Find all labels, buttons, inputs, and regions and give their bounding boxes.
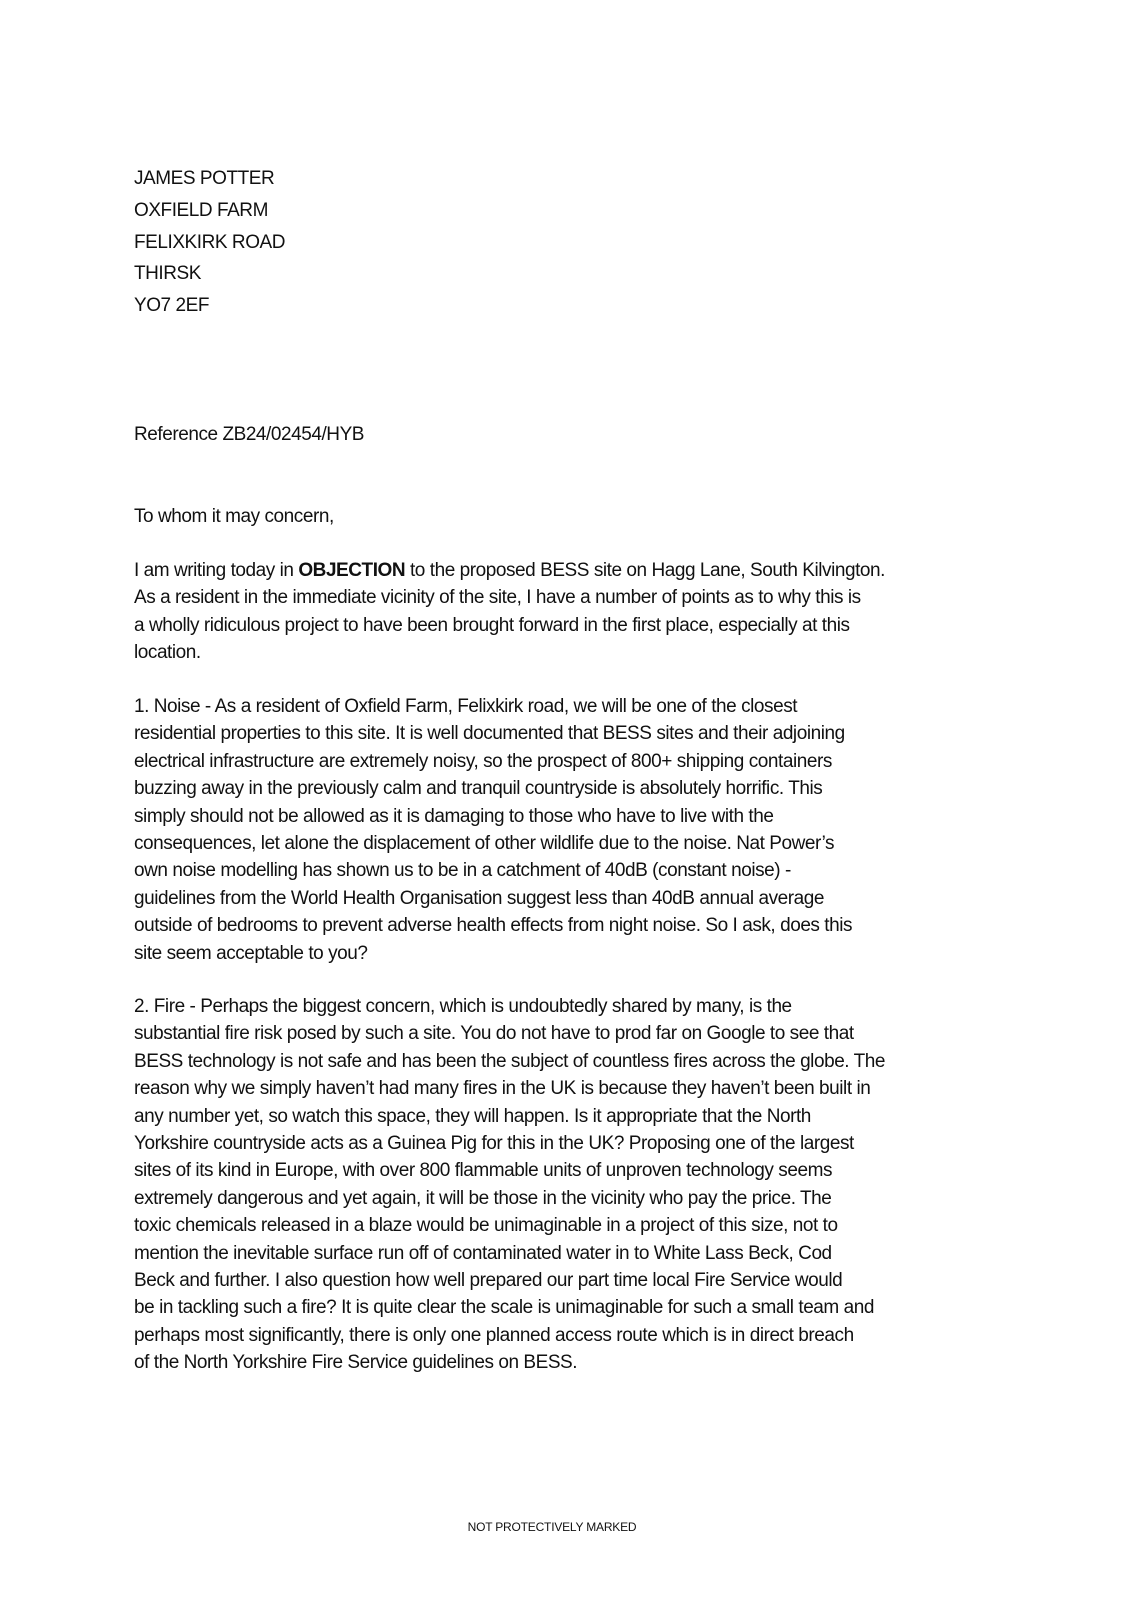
noise-paragraph [134, 693, 852, 967]
noise-line: consequences, let alone the displacement of other wildlife due to the noise. Nat Power’s [134, 832, 835, 854]
salutation: To whom it may concern, [134, 506, 334, 527]
fire-line: BESS technology is not safe and has been the subject of countless fires across the globe. The [134, 1050, 886, 1072]
noise-line: outside of bedrooms to prevent adverse health effects from night noise. So I ask, does this [134, 915, 853, 937]
fire-line: toxic chemicals released in a blaze would be unimaginable in a project of this size, not to [134, 1215, 838, 1237]
intro-paragraph [134, 557, 885, 667]
noise-line: guidelines from the World Health Organisation suggest less than 40dB annual average [134, 887, 825, 909]
fire-line: substantial fire risk posed by such a site. You do not have to prod far on Google to see that [134, 1023, 854, 1045]
fire-line: perhaps most significantly, there is only one planned access route which is in direct breach [134, 1324, 854, 1346]
sender-address [134, 163, 285, 322]
fire-line: reason why we simply haven’t had many fires in the UK is because they haven’t been built in [134, 1078, 871, 1100]
reference: Reference ZB24/02454/HYB [134, 424, 365, 445]
footer-classification: NOT PROTECTIVELY MARKED [467, 1520, 637, 1534]
fire-paragraph [134, 993, 885, 1376]
address-line: THIRSK [134, 263, 201, 285]
address-line: OXFIELD FARM [134, 199, 268, 221]
fire-line: Yorkshire countryside acts as a Guinea Pig for this in the UK? Proposing one of the largest [134, 1132, 854, 1154]
fire-line: Beck and further. I also question how well prepared our part time local Fire Service would [134, 1269, 843, 1291]
noise-line: buzzing away in the previously calm and tranquil countryside is absolutely horrific. This [134, 778, 823, 800]
intro-line: a wholly ridiculous project to have been brought forward in the first place, especially at this [134, 614, 850, 636]
text: I am writing today in [134, 560, 299, 581]
intro-line [134, 557, 885, 584]
address-line: FELIXKIRK ROAD [134, 231, 286, 253]
address-line: YO7 2EF [134, 295, 209, 317]
fire-line: 2. Fire - Perhaps the biggest concern, which is undoubtedly shared by many, is the [134, 996, 792, 1017]
fire-line: extremely dangerous and yet again, it will be those in the vicinity who pay the price. The [134, 1187, 832, 1209]
fire-line: of the North Yorkshire Fire Service guidelines on BESS. [134, 1352, 578, 1374]
fire-line: be in tackling such a fire? It is quite clear the scale is unimaginable for such a small team and [134, 1297, 874, 1319]
intro-line: As a resident in the immediate vicinity of the site, I have a number of points as to why this is [134, 587, 861, 609]
intro-line: location. [134, 642, 201, 664]
fire-line: mention the inevitable surface run off of contaminated water in to White Lass Beck, Cod [134, 1242, 832, 1264]
address-line: JAMES POTTER [134, 168, 275, 189]
noise-line: residential properties to this site. It is well documented that BESS sites and their adjoining [134, 723, 845, 745]
noise-line: electrical infrastructure are extremely noisy, so the prospect of 800+ shipping containers [134, 750, 832, 772]
text: to the proposed BESS site on Hagg Lane, South Kilvington. [405, 560, 885, 581]
noise-line: 1. Noise - As a resident of Oxfield Farm, Felixkirk road, we will be one of the closest [134, 696, 798, 717]
fire-line: sites of its kind in Europe, with over 800 flammable units of unproven technology seems [134, 1160, 833, 1182]
fire-line: any number yet, so watch this space, they will happen. Is it appropriate that the North [134, 1105, 811, 1127]
objection-emphasis: OBJECTION [298, 560, 406, 581]
noise-line: own noise modelling has shown us to be in a catchment of 40dB (constant noise) - [134, 860, 791, 882]
noise-line: simply should not be allowed as it is damaging to those who have to live with the [134, 805, 774, 827]
noise-line: site seem acceptable to you? [134, 942, 368, 964]
